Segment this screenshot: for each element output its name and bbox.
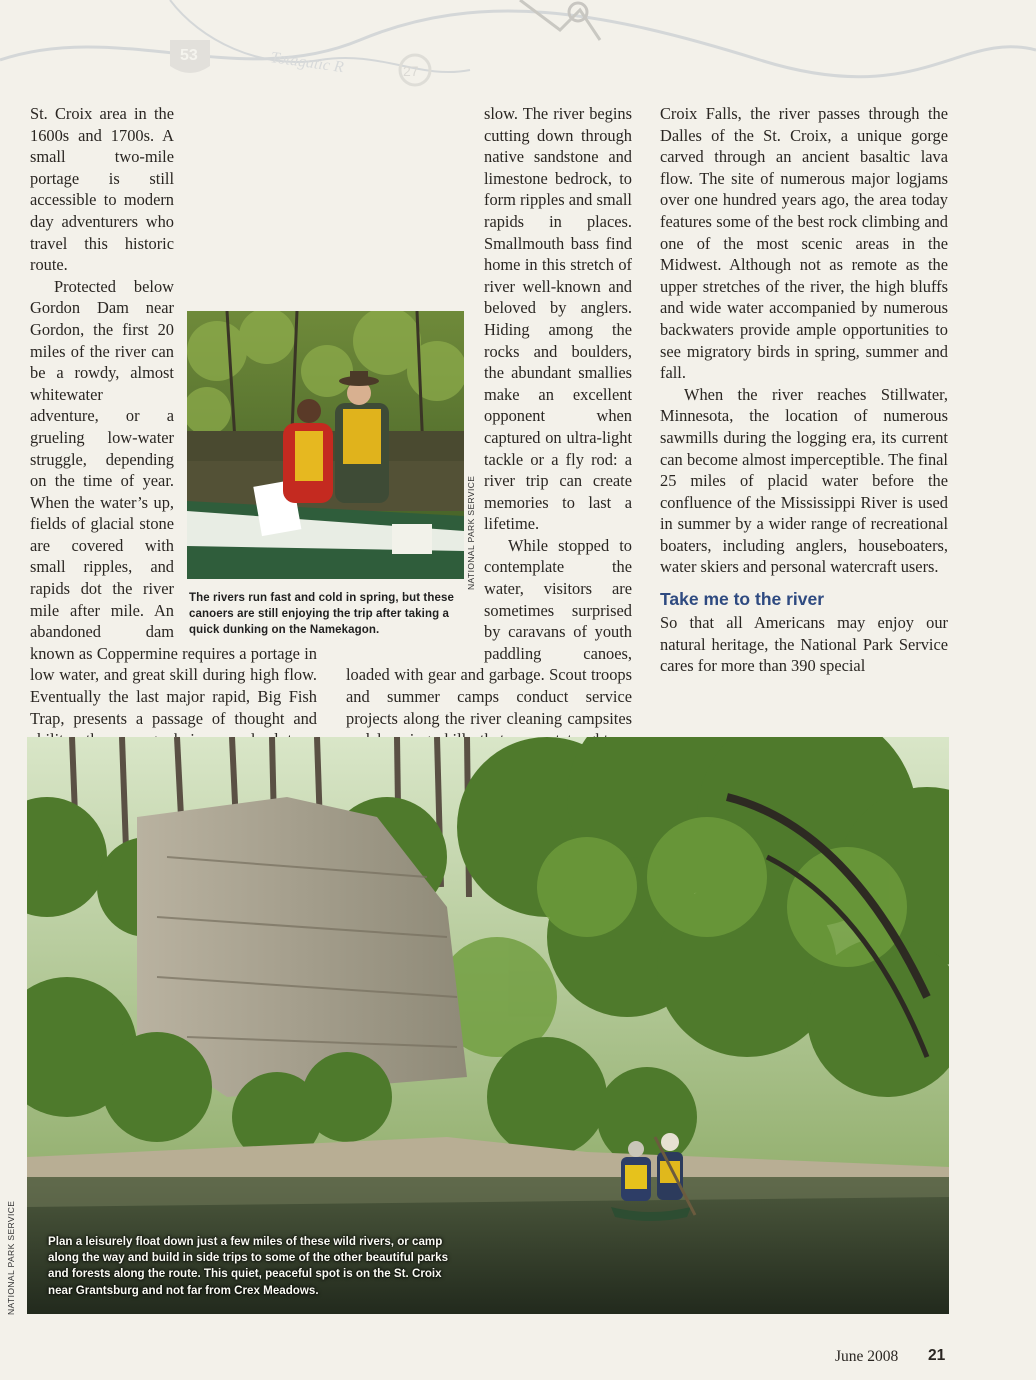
section-heading: Take me to the river (660, 589, 825, 610)
page-number: 21 (928, 1347, 946, 1364)
issue-date: June 2008 (835, 1348, 899, 1365)
photo-caption-large: Plan a leisurely float down just a few miles of these wild rivers, or camp along the way and build in side trips to some of the other beautiful parks and forests along the route. This quiet, peaceful spot is on the St. Croix near Grantsburg and not far from Crex Meadows. (48, 1235, 449, 1297)
map-route-label: 53 (180, 47, 198, 64)
photo-river-scene (27, 737, 949, 1314)
photo-credit-large: NATIONAL PARK SERVICE (6, 1200, 16, 1315)
col2-paragraph-2: While stopped to contemplate the water, visitors are sometimes surprised by caravans of youth paddling canoes, loaded with gear and garbage. Scout troops and summer camps conduct service projects along the river cleaning campsites (346, 535, 632, 728)
col3-paragraph-1: Croix Falls, the river passes through the Dalles of the St. Croix, a unique gorge carved through an ancient basaltic lava flow. The site of numerous major logjams over one hundred years ago, the area today features some of the best rock climbing and one of the most scenic areas in the Midwest. Although not as remote as the upper stretches of the river, the high bluffs and wide water accompanied by numerous backwaters provide ample opportunities to see migratory birds in spring, summer and fall. (660, 104, 948, 383)
col2-paragraph-1: slow. The river begins cutting down through native sandstone and limestone bedrock, to form ripples and small rapids in places. Smallmouth bass find home in this stretch of river well-known and beloved by anglers. Hiding among the rocks and boulders, the abundant smallies make an excellent opponent when captured on ultra-light tackle or a fly rod: a river trip can create memories to last a lifetime. (484, 104, 632, 534)
col1-paragraph-1: St. Croix area in the 1600s and 1700s. A small two-mile portage is still accessible to modern day adventurers who travel this historic route. (30, 104, 174, 275)
photo-caption-small: The rivers run fast and cold in spring, but these canoers are still enjoying the trip after taking a quick dunking on the Namekagon. (189, 592, 454, 636)
background-map (0, 0, 1036, 110)
col3-paragraph-3: So that all Americans may enjoy our natural heritage, the National Park Service cares for more than 390 special (660, 613, 948, 676)
photo-credit-small: NATIONAL PARK SERVICE (466, 475, 476, 590)
col3-paragraph-2: When the river reaches Stillwater, Minnesota, the location of numerous sawmills during the logging era, its current can become almost imperceptible. The final 25 miles of placid water before the confluence of the Mississippi River is used in summer by a wider range of recreational boaters, including anglers, houseboaters, water skiers and personal watercraft users. (660, 384, 948, 577)
text-column-3 (660, 103, 948, 677)
map-river-label: Totagatic R (269, 49, 345, 77)
col1-paragraph-2: Protected below Gordon Dam near Gordon, the first 20 miles of the river can be a rowdy, almost whitewater adventure, or a grueling low-water struggle, depending on the time of year. When the water’s up, fields of glacial stone are covered with small ripples, and rapids dot the river mile after mile. An abandoned dam known as Coppermine requires a portage in low water, and great skill during high flow. Eventually the last major rapid, Big Fish Trap, presents a passage of thought and (30, 276, 317, 728)
photo-canoers (187, 311, 464, 579)
map-road-label: 27 (403, 63, 419, 79)
